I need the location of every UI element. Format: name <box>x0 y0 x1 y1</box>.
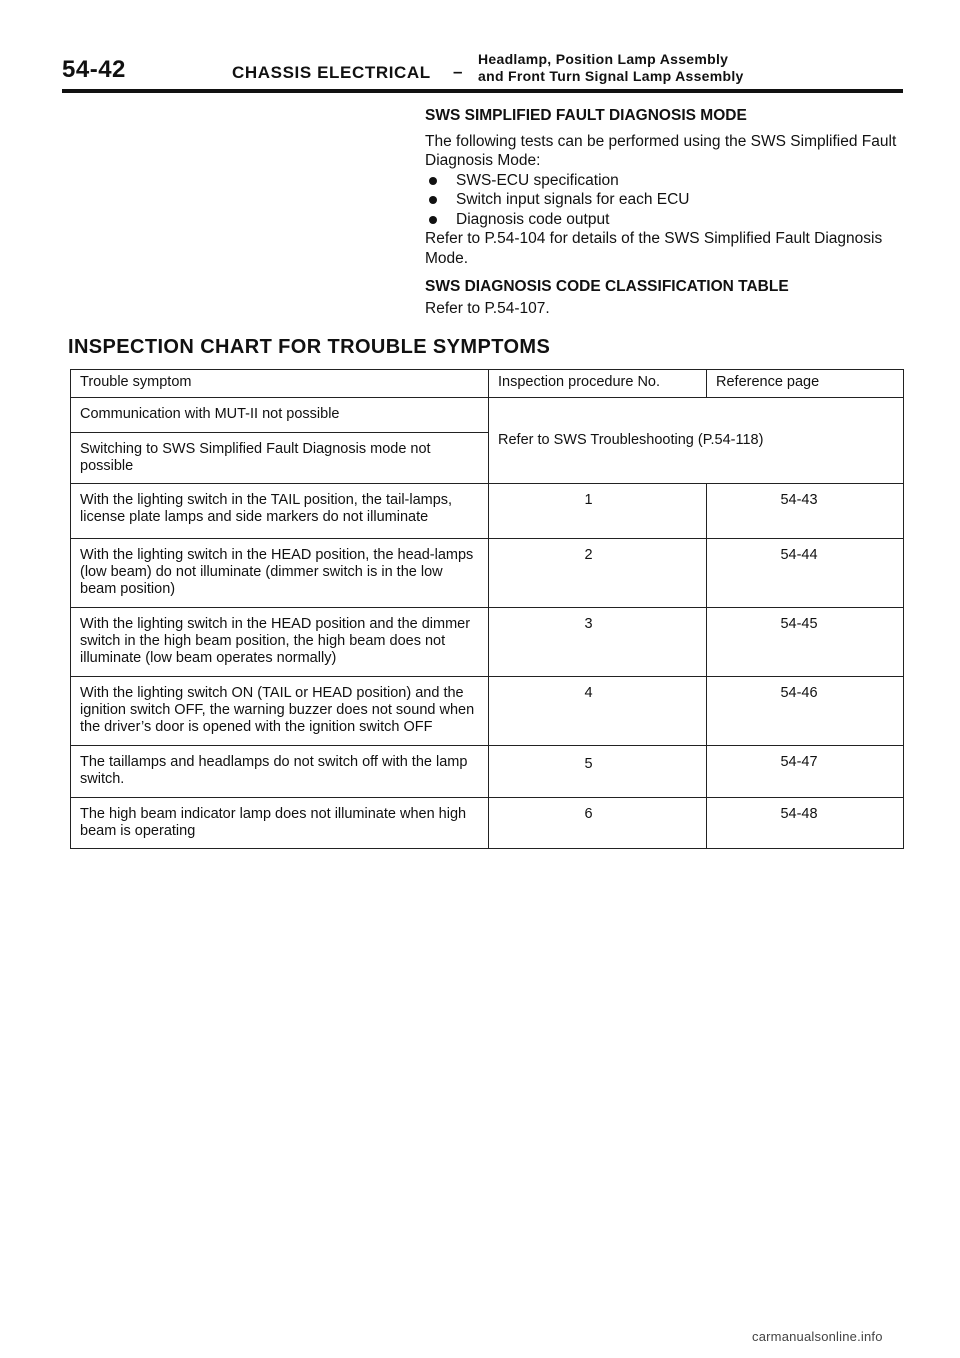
inspection-chart-heading: INSPECTION CHART FOR TROUBLE SYMPTOMS <box>68 336 551 358</box>
list-item <box>425 171 905 191</box>
table-header-row <box>71 370 904 398</box>
list-item <box>425 210 905 230</box>
procedure-cell: 4 <box>489 677 707 746</box>
table-row <box>71 746 904 798</box>
column-header-procedure: Inspection procedure No. <box>489 370 707 398</box>
table-row <box>71 398 904 433</box>
list-item-text: SWS-ECU specification <box>456 171 619 189</box>
list-item-text: Diagnosis code output <box>456 210 610 228</box>
list-item <box>425 190 905 210</box>
bullet-icon <box>429 196 437 204</box>
sws-mode-heading: SWS SIMPLIFIED FAULT DIAGNOSIS MODE <box>425 107 747 124</box>
reference-page-cell: 54-43 <box>707 484 904 539</box>
symptom-cell: With the lighting switch in the TAIL position, the tail-lamps, license plate lamps and side markers do not illuminate <box>71 484 489 539</box>
symptom-cell: With the lighting switch ON (TAIL or HEAD position) and the ignition switch OFF, the warning buzzer does not sound when the driver’s door is opened with the ignition switch OFF <box>71 677 489 746</box>
symptom-cell: The taillamps and headlamps do not switch off with the lamp switch. <box>71 746 489 798</box>
subtitle-line-2: and Front Turn Signal Lamp Assembly <box>478 68 744 84</box>
bullet-icon <box>429 216 437 224</box>
procedure-cell: 1 <box>489 484 707 539</box>
bullet-icon <box>429 177 437 185</box>
reference-page-cell: 54-47 <box>707 746 904 798</box>
header-rule <box>62 89 903 93</box>
page-number: 54-42 <box>62 56 126 83</box>
section-title: CHASSIS ELECTRICAL <box>232 63 431 82</box>
site-watermark: carmanualsonline.info <box>752 1329 883 1344</box>
classification-reference: Refer to P.54-107. <box>425 299 550 317</box>
table-row <box>71 677 904 746</box>
sws-mode-reference: Refer to P.54-104 for details of the SWS Simplified Fault Diagnosis Mode. <box>425 230 883 267</box>
troubleshooting-reference-cell: Refer to SWS Troubleshooting (P.54-118) <box>489 398 904 484</box>
symptom-cell: Communication with MUT-II not possible <box>71 398 489 433</box>
procedure-cell: 5 <box>489 746 707 798</box>
symptom-cell: Switching to SWS Simplified Fault Diagnosis mode not possible <box>71 433 489 484</box>
symptom-cell: With the lighting switch in the HEAD position, the head-lamps (low beam) do not illuminate (dimmer switch is in the low beam position) <box>71 539 489 608</box>
column-header-symptom: Trouble symptom <box>71 370 489 398</box>
classification-heading: SWS DIAGNOSIS CODE CLASSIFICATION TABLE <box>425 278 789 295</box>
page-subtitle <box>478 51 744 85</box>
procedure-cell: 2 <box>489 539 707 608</box>
sws-test-list <box>425 171 905 230</box>
column-header-reference: Reference page <box>707 370 904 398</box>
sws-mode-section <box>425 106 905 318</box>
table-row <box>71 539 904 608</box>
reference-page-cell: 54-44 <box>707 539 904 608</box>
symptom-cell: With the lighting switch in the HEAD position and the dimmer switch in the high beam position, the high beam does not illuminate (low beam operates normally) <box>71 608 489 677</box>
procedure-cell: 3 <box>489 608 707 677</box>
list-item-text: Switch input signals for each ECU <box>456 191 690 208</box>
procedure-cell: 6 <box>489 798 707 849</box>
table-row <box>71 798 904 849</box>
section-dash: – <box>453 62 463 81</box>
inspection-chart-table <box>70 369 904 849</box>
sws-mode-intro: The following tests can be performed using the SWS Simplified Fault Diagnosis Mode: <box>425 132 897 169</box>
table-row <box>71 484 904 539</box>
subtitle-line-1: Headlamp, Position Lamp Assembly <box>478 51 729 67</box>
reference-page-cell: 54-48 <box>707 798 904 849</box>
reference-page-cell: 54-46 <box>707 677 904 746</box>
symptom-cell: The high beam indicator lamp does not illuminate when high beam is operating <box>71 798 489 849</box>
table-row <box>71 608 904 677</box>
reference-page-cell: 54-45 <box>707 608 904 677</box>
